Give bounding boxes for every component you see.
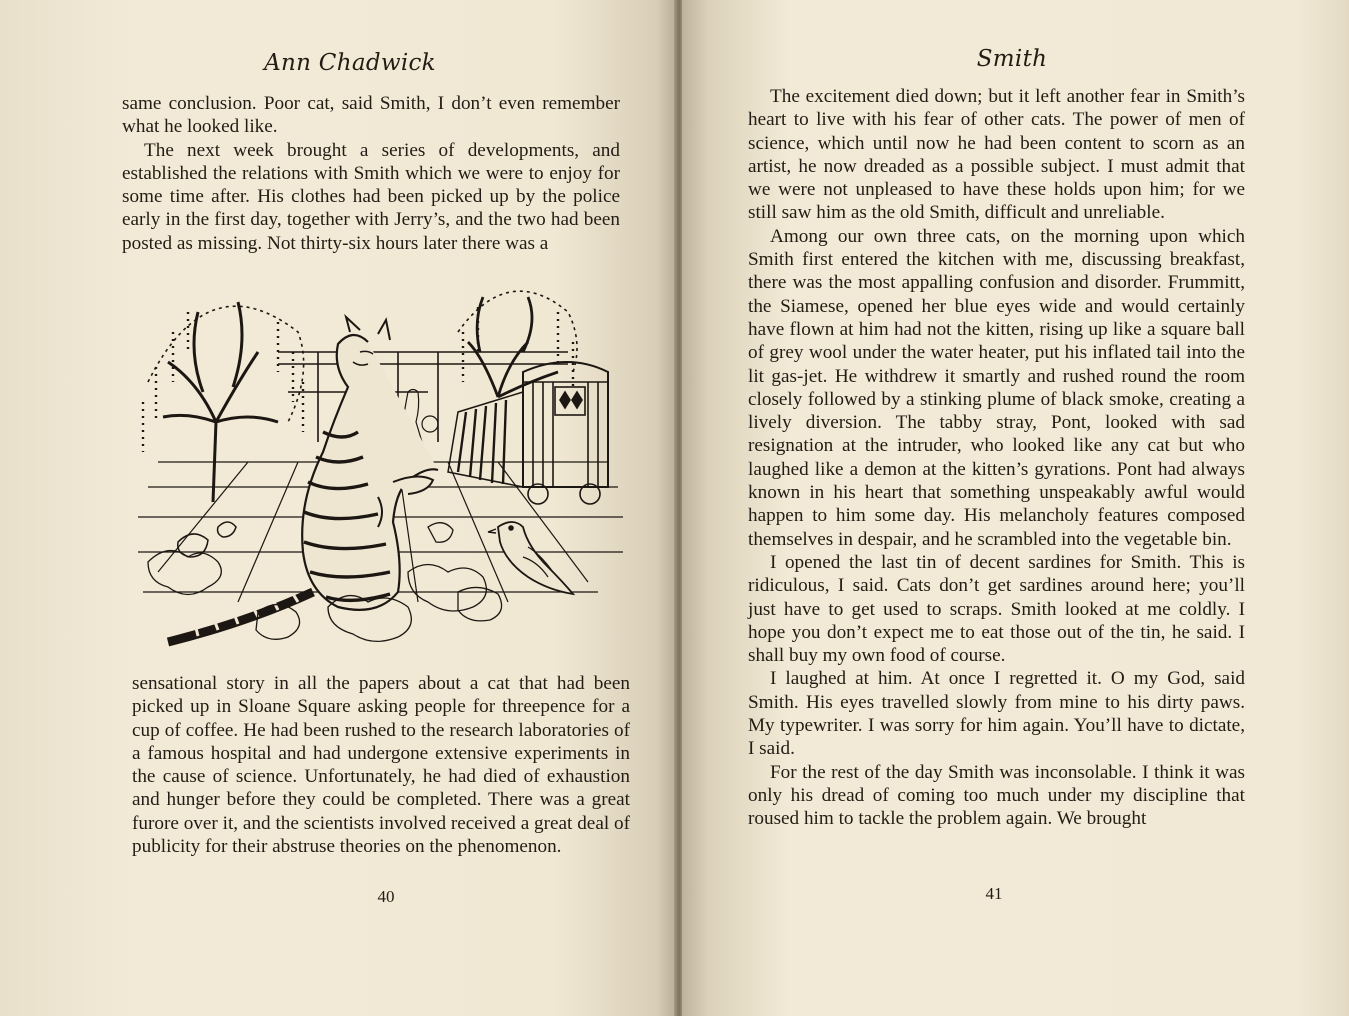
left-running-head: Ann Chadwick xyxy=(264,50,436,76)
left-text-bottom xyxy=(132,672,630,858)
right-paragraph-3: I opened the last tin of decent sardines for Smith. This is ridiculous, I said. Cats don’t get sardines around here; you’ll just have to get used to scraps. Smith looked at me coldly. I hope you don’t expect me to eat those out of the tin, he said. I shall buy my own food of course. xyxy=(748,551,1245,667)
right-paragraph-5: For the rest of the day Smith was inconsolable. I think it was only his dread of coming too much under my discipline that roused him to tackle the problem again. We brought xyxy=(748,761,1245,830)
bird xyxy=(488,522,573,594)
right-paragraph-1: The excitement died down; but it left another fear in Smith’s heart to live with his fear of other cats. The power of men of science, which until now he had been content to scorn as an artist, he now dreaded as a possible subject. I must admit that we were not unpleased to have these holds upon him; for we still saw him as the old Smith, difficult and unreliable. xyxy=(748,86,1245,224)
left-tree xyxy=(143,302,304,502)
right-text xyxy=(748,85,1245,831)
left-text-top xyxy=(122,92,620,255)
cat-illustration xyxy=(128,272,628,664)
left-page-number: 40 xyxy=(377,887,395,906)
right-paragraph-2: Among our own three cats, on the morning upon which Smith first entered the kitchen with me, discussing breakfast, there was the most appalling confusion and disorder. Frummitt, the Siamese, opened her blue eyes wide and would certainly have flown at him had not the kitten, rising up like a square ball of grey wool under the water heater, put his inflated tail into the lit gas-jet. He withdrew it smartly and rushed round the room closely followed by a stinking plume of black smoke, creating a lively diversion. The tabby stray, Pont, looked with sad resignation at the intruder, who looked like any cat but who laughed like a demon at the kitten’s gyrations. Pont had always known in his heart that something unspeakably awful would happen to him some day. His melancholy features composed themselves in despair, and he scrambled into the vegetable bin. xyxy=(748,225,1245,550)
right-page-number: 41 xyxy=(985,884,1003,903)
right-running-head: Smith xyxy=(976,46,1048,72)
left-paragraph-2: The next week brought a series of developments, and established the relations with Smith which we were to enjoy for some time after. His clothes had been picked up by the police early in the first day, together with Jerry’s, and the two had been posted as missing. Not thirty-six hours later there was a xyxy=(122,139,620,254)
left-paragraph-3: sensational story in all the papers about a cat that had been picked up in Sloane Square asking people for threepence for a cup of coffee. He had been rushed to the research laboratories of a famous hospital and had undergone extensive experiments in the cause of science. Unfortunately, he had died of exhaustion and hunger before they could be completed. There was a great furore over it, and the scientists involved received a great deal of publicity for their abstruse theories on the phenomenon. xyxy=(132,673,630,858)
right-tree xyxy=(458,291,577,397)
left-paragraph-1: same conclusion. Poor cat, said Smith, I don’t even remember what he looked like. xyxy=(122,93,620,138)
right-page xyxy=(682,0,1349,1016)
right-paragraph-4: I laughed at him. At once I regretted it. O my God, said Smith. His eyes travelled slowly from mine to his dirty paws. My typewriter. I was sorry for him again. You’ll have to dictate, I said. xyxy=(748,668,1245,760)
